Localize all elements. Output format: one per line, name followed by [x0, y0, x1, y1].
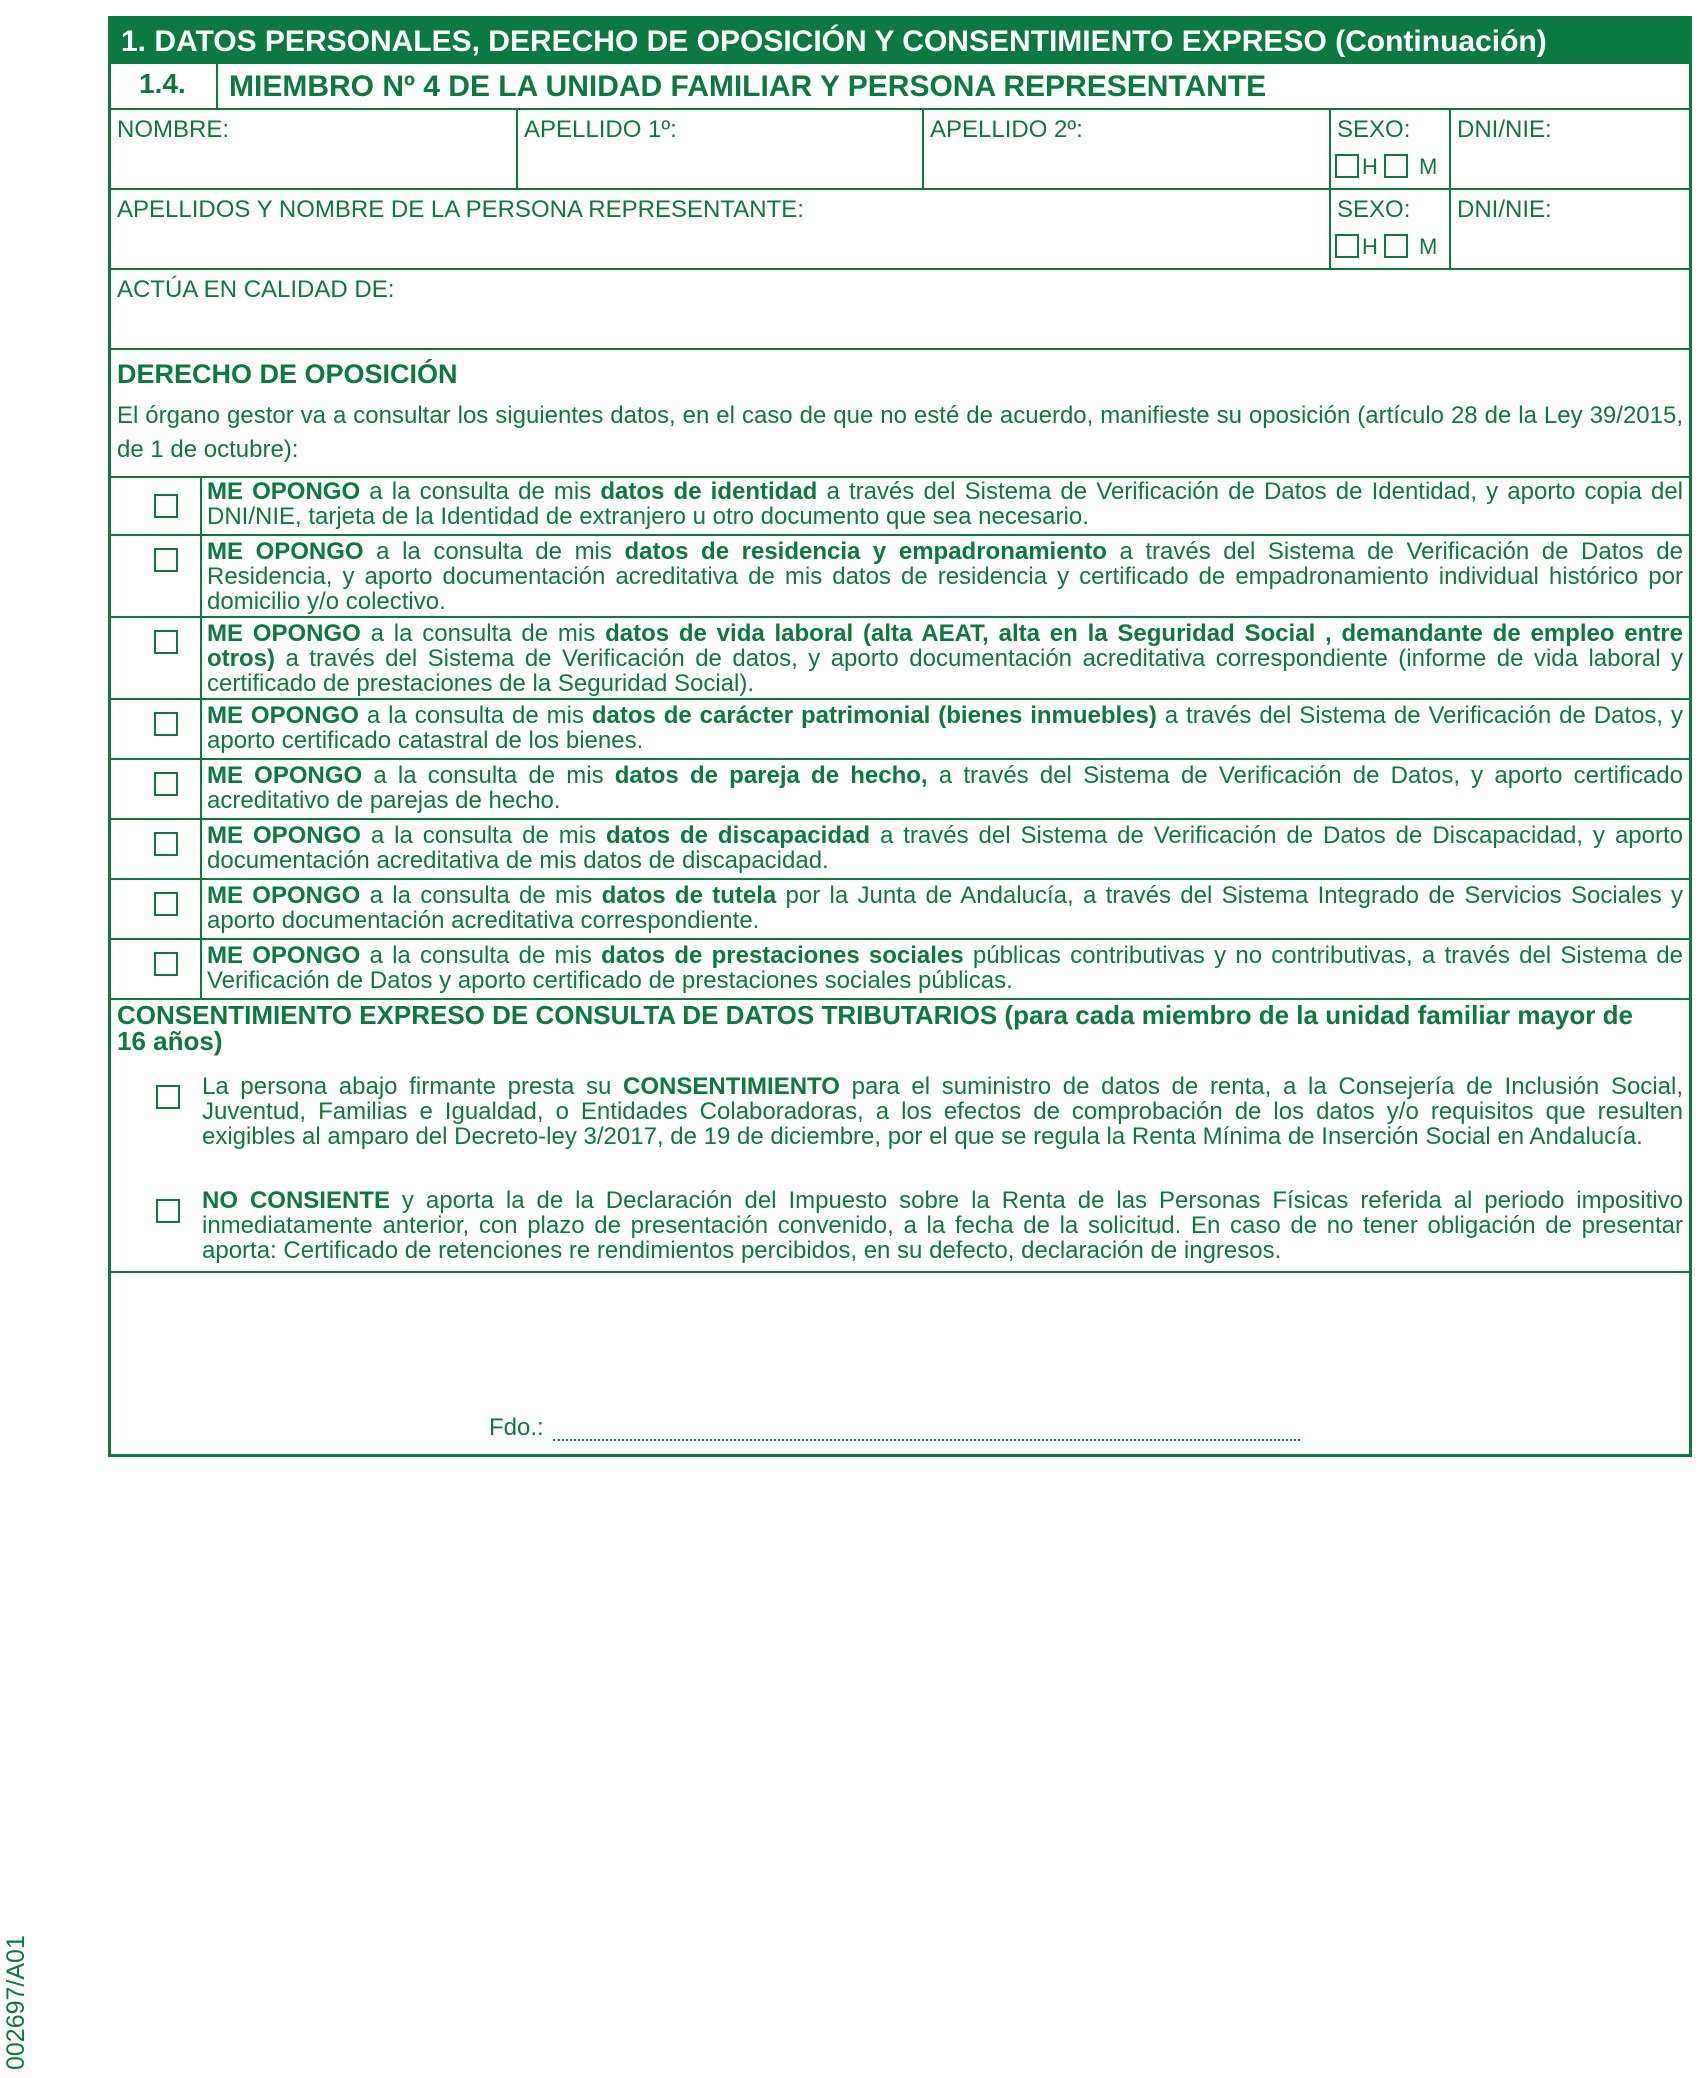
sexo-h-checkbox[interactable] — [1335, 154, 1359, 178]
apellido1-label: APELLIDO 1º: — [524, 116, 677, 143]
oposicion-text: ME OPONGO a la consulta de mis datos de carácter patrimonial (bienes inmuebles) a través del Sistema de Verificación de Datos, y aporto certificado catastral de los bienes. — [207, 702, 1683, 754]
sexo-field — [1331, 110, 1451, 188]
calidad-label: ACTÚA EN CALIDAD DE: — [117, 276, 395, 303]
consentimiento-title: CONSENTIMIENTO EXPRESO DE CONSULTA DE DATOS TRIBUTARIOS (para cada miembro de la unidad familiar mayor de 16 años) — [117, 1000, 1633, 1056]
oposicion-intro: El órgano gestor va a consultar los siguientes datos, en el caso de que no esté de acuerdo, manifieste su oposición (artículo 28 de la Ley 39/2015, de 1 de octubre): — [117, 402, 1683, 463]
consentimiento-divider — [111, 1271, 1689, 1273]
nombre-label: NOMBRE: — [117, 116, 230, 143]
section-header: 1. DATOS PERSONALES, DERECHO DE OPOSICIÓN Y CONSENTIMIENTO EXPRESO (Continuación) — [111, 19, 1689, 64]
oposicion-checkbox[interactable] — [154, 832, 178, 856]
apellido1-field[interactable] — [518, 110, 924, 188]
apellido2-label: APELLIDO 2º: — [930, 116, 1083, 143]
dni-label: DNI/NIE: — [1457, 116, 1552, 143]
oposicion-text: ME OPONGO a la consulta de mis datos de pareja de hecho, a través del Sistema de Verificación de Datos, y aporto certificado acreditativo de parejas de hecho. — [207, 762, 1683, 814]
oposicion-item — [111, 476, 1689, 536]
rep-sexo-h-checkbox[interactable] — [1335, 234, 1359, 258]
oposicion-item — [111, 940, 1689, 1000]
apellido2-field[interactable] — [924, 110, 1331, 188]
oposicion-text: ME OPONGO a la consulta de mis datos de residencia y empadronamiento a través del Sistema de Verificación de Datos de Residencia, y aporto documentación acreditativa de mis datos de residencia y certificado de empadronamiento individual histórico por domicilio y/o colectivo. — [207, 538, 1683, 615]
form-code: 002697/A01 — [2, 1935, 30, 2070]
oposicion-checkbox[interactable] — [154, 548, 178, 572]
oposicion-checkbox[interactable] — [154, 712, 178, 736]
form-container — [108, 16, 1692, 1457]
oposicion-checkbox[interactable] — [154, 772, 178, 796]
no-consiente-text: NO CONSIENTE y aporta la de la Declaración del Impuesto sobre la Renta de las Personas Físicas referida al periodo impositivo inmediatamente anterior, con plazo de presentación convenido, a la fecha de la solicitud. En caso de no tener obligación de presentar aporta: Certificado de retenciones re rendimientos percibidos, en su defecto, declaración de ingresos. — [202, 1187, 1683, 1264]
oposicion-item — [111, 880, 1689, 940]
oposicion-item — [111, 536, 1689, 618]
consiente-checkbox[interactable] — [156, 1085, 180, 1109]
rep-sexo-h-label: H — [1362, 234, 1378, 259]
oposicion-text: ME OPONGO a la consulta de mis datos de prestaciones sociales públicas contributivas y no contributivas, a través del Sistema de Verificación de Datos y aporto certificado de prestaciones sociales públicas. — [207, 942, 1683, 994]
rep-sexo-field — [1331, 190, 1451, 268]
sexo-m-label: M — [1419, 154, 1438, 179]
subsection-title: MIEMBRO Nº 4 DE LA UNIDAD FAMILIAR Y PERSONA REPRESENTANTE — [229, 70, 1267, 103]
calidad-field[interactable] — [111, 270, 1689, 350]
nombre-field[interactable] — [111, 110, 518, 188]
rep-dni-field[interactable] — [1451, 190, 1692, 268]
rep-dni-label: DNI/NIE: — [1457, 196, 1552, 223]
rep-sexo-m-checkbox[interactable] — [1384, 234, 1408, 258]
firma-line[interactable] — [553, 1439, 1300, 1441]
oposicion-text: ME OPONGO a la consulta de mis datos de vida laboral (alta AEAT, alta en la Seguridad Social , demandante de empleo entre otros) a través del Sistema de Verificación de datos, y aporto documentación acreditativa correspondiente (informe de vida laboral y certificado de prestaciones de la Seguridad Social). — [207, 620, 1683, 697]
no-consiente-checkbox[interactable] — [156, 1199, 180, 1223]
sexo-m-checkbox[interactable] — [1384, 154, 1408, 178]
representante-row — [111, 190, 1689, 270]
oposicion-text: ME OPONGO a la consulta de mis datos de tutela por la Junta de Andalucía, a través del Sistema Integrado de Servicios Sociales y aporto documentación acreditativa correspondiente. — [207, 882, 1684, 934]
oposicion-item — [111, 618, 1689, 700]
subsection-number: 1.4. — [139, 68, 186, 99]
oposicion-text: ME OPONGO a la consulta de mis datos de identidad a través del Sistema de Verificación de Datos de Identidad, y aporto copia del DNI/NIE, tarjeta de la Identidad de extranjero u otro documento que sea necesario. — [207, 478, 1684, 530]
oposicion-checkbox[interactable] — [154, 892, 178, 916]
sexo-label: SEXO: — [1337, 116, 1411, 143]
oposicion-checkbox[interactable] — [154, 952, 178, 976]
representante-label: APELLIDOS Y NOMBRE DE LA PERSONA REPRESENTANTE: — [117, 196, 804, 223]
oposicion-checkbox[interactable] — [154, 630, 178, 654]
oposicion-title: DERECHO DE OPOSICIÓN — [117, 359, 458, 389]
representante-field[interactable] — [111, 190, 1331, 268]
personal-data-row — [111, 110, 1689, 190]
consiente-text: La persona abajo firmante presta su CONSENTIMIENTO para el suministro de datos de renta, a la Consejería de Inclusión Social, Juventud, Familias e Igualdad, o Entidades Colaboradoras, a los efectos de comprobación de los datos y/o requisitos que resulten exigibles al amparo del Decreto-ley 3/2017, de 19 de diciembre, por el que se regula la Renta Mínima de Inserción Social en Andalucía. — [202, 1073, 1683, 1150]
oposicion-item — [111, 700, 1689, 760]
dni-field[interactable] — [1451, 110, 1692, 188]
rep-sexo-label: SEXO: — [1337, 196, 1411, 223]
oposicion-item — [111, 760, 1689, 820]
sexo-h-label: H — [1362, 154, 1378, 179]
firma-label: Fdo.: — [489, 1414, 544, 1441]
oposicion-text: ME OPONGO a la consulta de mis datos de discapacidad a través del Sistema de Verificación de Datos de Discapacidad, y aporto documentación acreditativa de mis datos de discapacidad. — [207, 822, 1683, 874]
oposicion-item — [111, 820, 1689, 880]
oposicion-checkbox[interactable] — [154, 494, 178, 518]
rep-sexo-m-label: M — [1419, 234, 1438, 259]
subsection-header — [111, 64, 1689, 110]
